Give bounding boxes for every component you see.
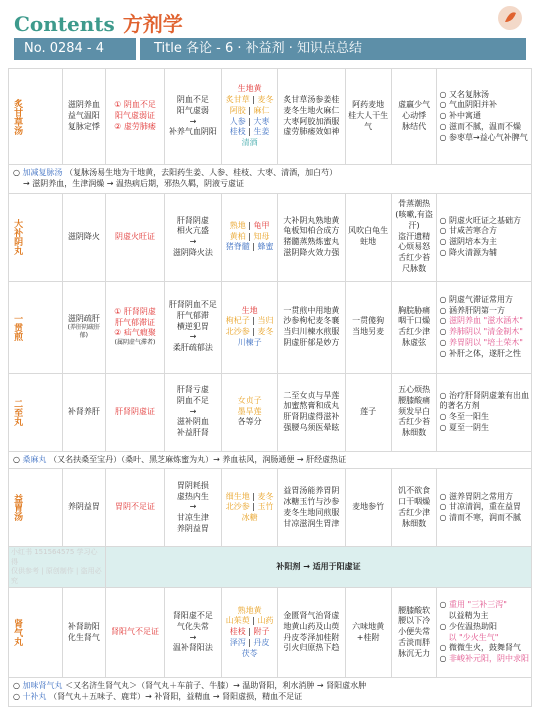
key-points: ○ 治疗肝肾阴虚兼有出血的著名方剂 ○ 冬至一阳生 ○ 夏至一阴生: [437, 373, 532, 451]
table-row: [9, 281, 532, 373]
table-row: [9, 588, 532, 678]
formula-table: [8, 68, 532, 707]
mnemonic-cell: 一贯傻狗 当地另麦: [345, 281, 391, 373]
leaf-logo-icon: [496, 4, 524, 32]
function-cell: 滋阴疏肝 (养肝阴疏肝郁): [62, 281, 106, 373]
pathogenesis-cell: 阴血不足 阳气虚弱 → 补养气血阴阳: [164, 69, 221, 165]
formula-name: 一贯煎: [9, 281, 63, 373]
song-cell: 大补阴丸熟地黄 龟板知柏合成方 猪髓蒸熟炼蜜丸 滋阴降火效力强: [278, 193, 345, 281]
herb-cell: 熟地 | 龟甲 黄柏 | 知母 猪脊髓 | 蜂蜜: [221, 193, 277, 281]
function-cell: 补肾助阳 化生肾气: [62, 588, 106, 678]
herb-cell: 熟地黄 山茱萸 | 山药 桂枝 | 附子 泽泻 | 丹皮 茯苓: [221, 588, 277, 678]
contents-cn: 方剂学: [122, 12, 183, 36]
symptom-cell: 虚羸少气 心动悸 脉结代: [391, 69, 437, 165]
function-cell: 滋阴降火: [62, 193, 106, 281]
formula-name: 大补阴丸: [9, 193, 63, 281]
indication-cell: 胃阴不足证: [106, 469, 165, 547]
table-row: [9, 193, 532, 281]
indication-cell: ① 肝肾阴虚 肝气郁滞证 ② 疝气瘕聚 (属阴虚气滞者): [106, 281, 165, 373]
mnemonic-cell: 阿药麦地 桂大人干生气: [345, 69, 391, 165]
key-points: ○ 重用 "三补三泻" 以益精为主 ○ 少佐温热助阳 以 "少火生气" ○ 微微生火，鼓舞肾气 ○ 非峻补元阳，阴中求阳: [437, 588, 532, 678]
herb-cell: 细生地 | 麦冬 北沙参 | 玉竹 冰糖: [221, 469, 277, 547]
mnemonic-cell: 麦地参竹: [345, 469, 391, 547]
mnemonic-cell: 风吹白龟生蛀地: [345, 193, 391, 281]
note-row: ○ 加味肾气丸 ＜又名济生肾气丸＞（肾气丸＋车前子、牛膝）→ 温助肾阳，利水消肿 → 肾阳虚水肿 ○ 十补丸 （肾气丸＋五味子、鹿茸）→ 补肾阳，益精血 → 肾阳虚损，精血不足证: [9, 678, 532, 707]
function-cell: 滋阴养血 益气温阳 复脉定悸: [62, 69, 106, 165]
formula-name: 炙甘草汤: [9, 69, 63, 165]
table-row: [9, 373, 532, 451]
header: [0, 0, 540, 72]
symptom-cell: 腰膝酸软 腰以下冷 小便失常 舌淡而胖 脉沉无力: [391, 588, 437, 678]
symptom-cell: 饥不欲食 口干咽燥 舌红少津 脉细数: [391, 469, 437, 547]
pathogenesis-cell: 肝肾阴血不足 肝气郁滞 横逆犯胃 → 柔肝疏郁法: [164, 281, 221, 373]
song-cell: 金匮肾气治肾虚 地黄山药及山萸 丹皮苓泽加桂附 引火归原热下趋: [278, 588, 345, 678]
contents-en: Contents: [14, 12, 115, 36]
note-row: ○ 加减复脉汤 （复脉汤易生地为干地黄，去阳药生姜、人参、桂枝、大枣、清酒，加白芍） → 滋阴养血，生津润燥 → 温热病后期，邪热久羁，阴液亏虚证: [9, 165, 532, 194]
song-cell: 二至女贞与旱莲 加蜜熬膏和成丸 肝肾阴虚得滋补 强腰乌须医晕眩: [278, 373, 345, 451]
indication-cell: 肝肾阴虚证: [106, 373, 165, 451]
key-points: ○ 阴虚气滞证常用方 ○ 涵养肝阴第一方 ○ 滋阴养血 "滋水涵木" ○ 养肺阴以 "清金制木" ○ 养胃阴以 "培土荣木" ○ 补肝之体，遂肝之性: [437, 281, 532, 373]
table-row: [9, 469, 532, 547]
note-row: ○ 桑麻丸 （又名扶桑至宝丹）（桑叶、黑芝麻炼蜜为丸）→ 养血祛风，润肠通便 → 肝经虚热证: [9, 451, 532, 469]
herb-cell: 女贞子 墨旱莲 各等分: [221, 373, 277, 451]
banner-row: [9, 547, 532, 588]
formula-name: 益胃汤: [9, 469, 63, 547]
symptom-cell: 骨蒸潮热 (咳嗽,有盗汗) 盗汗遗精 心烦易怒 舌红少苔 尺脉数: [391, 193, 437, 281]
mnemonic-cell: 莲子: [345, 373, 391, 451]
song-cell: 炙甘草汤参姜桂 麦冬生地火麻仁 大枣阿胶加酒服 虚劳肺痿效如神: [278, 69, 345, 165]
page-number: No. 0284 - 4: [14, 38, 136, 60]
pathogenesis-cell: 肾阳虚不足 气化失常 → 温补肾阳法: [164, 588, 221, 678]
function-cell: 养阴益胃: [62, 469, 106, 547]
song-cell: 益胃汤能养胃阴 冰糖玉竹与沙参 麦冬生地同煎服 甘凉滋润生胃津: [278, 469, 345, 547]
pathogenesis-cell: 胃阴耗损 虚热内生 → 甘凉生津 养阴益胃: [164, 469, 221, 547]
key-points: ○ 又名复脉汤 ○ 气血阴阳并补 ○ 补中寓通 ○ 滋而不腻，温而不燥 ○ 参枣草→益心气补脾气: [437, 69, 532, 165]
herb-cell: 生地 枸杞子 | 当归 北沙参 | 麦冬 川楝子: [221, 281, 277, 373]
mnemonic-cell: 六味地黄 +桂附: [345, 588, 391, 678]
page-title: Title 各论 - 6 · 补益剂 · 知识点总结: [140, 38, 526, 60]
song-cell: 一贯煎中用地黄 沙参枸杞麦冬襄 当归川楝水煎服 阴虚肝郁是妙方: [278, 281, 345, 373]
pathogenesis-cell: 肝肾亏虚 阴血不足 → 滋补阴血 补益肝肾: [164, 373, 221, 451]
herb-cell: 生地黄 炙甘草 | 麦冬 阿胶 | 麻仁 人参 | 大枣 桂枝 | 生姜 清酒: [221, 69, 277, 165]
formula-name: 二至丸: [9, 373, 63, 451]
symptom-cell: 胸脘胁痛 咽干口燥 舌红少津 脉虚弦: [391, 281, 437, 373]
key-points: ○ 阴虚火旺证之基础方 ○ 甘咸苦寒合方 ○ 滋阴培本为主 ○ 降火清源为辅: [437, 193, 532, 281]
table-row: [9, 69, 532, 165]
indication-cell: 阴虚火旺证: [106, 193, 165, 281]
function-cell: 补肾养肝: [62, 373, 106, 451]
formula-name: 肾气丸: [9, 588, 63, 678]
indication-cell: 肾阳气不足证: [106, 588, 165, 678]
contents-heading: [14, 8, 183, 37]
pathogenesis-cell: 肝肾阴虚 相火亢盛 → 滋阴降火法: [164, 193, 221, 281]
key-points: ○ 滋养胃阴之常用方 ○ 甘凉清润，重在益胃 ○ 清而不寒，润而不腻: [437, 469, 532, 547]
symptom-cell: 五心烦热 腰膝酸痛 须发早白 舌红少苔 脉细数: [391, 373, 437, 451]
watermark: 小红书 151564575 学习心得 仅供参考 | 原创制作 | 盗用必究: [9, 547, 106, 588]
section-banner: 补阳剂 → 适用于阳虚证: [106, 547, 532, 588]
indication-cell: ① 阴血不足 阳气虚弱证 ② 虚劳肺痿: [106, 69, 165, 165]
